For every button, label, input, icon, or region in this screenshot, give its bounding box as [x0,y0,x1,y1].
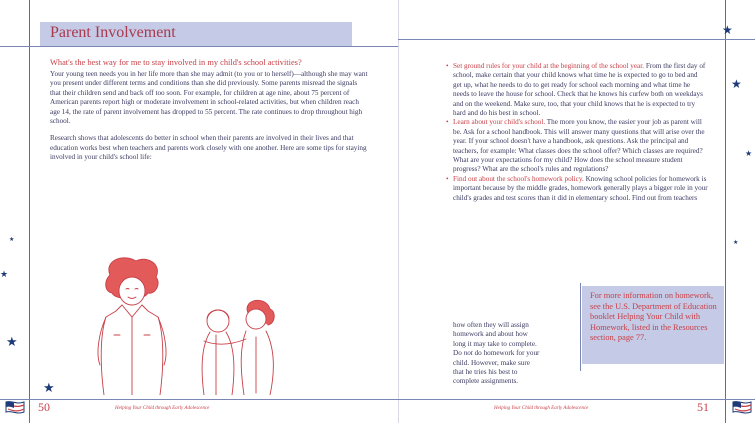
homework-callout: For more information on homework, see the U.S. Department of Education booklet Helping Your Child with Homework, listed in the Resources section, page 77. [582,286,724,364]
parent-and-children-illustration [70,255,300,395]
star-icon: ★ [9,236,15,243]
star-icon: ★ [733,239,739,246]
left-bottom-rule [0,399,398,400]
flag-icon [731,400,753,416]
tips-list [446,62,708,203]
emphasis: not [463,349,473,358]
left-page-number: 50 [38,400,50,414]
callout-rule [580,283,581,371]
star-icon: ★ [43,381,55,396]
page-title: Parent Involvement [50,24,176,41]
list-item [446,175,708,203]
tip-lead: Find out about the school's homework policy. [453,174,584,183]
tip-body: From the first day of school, make certain that your child knows what time he is expected to go to bed and get up, what he needs to do to get ready for school each morning and what time he needs to leave the house for school. Check that he knows his curfew both on weekdays and on the weekend. Make sure, too, that your child knows that he is expected to try hard and do his best in school. [453,62,706,118]
right-page-number: 51 [697,400,709,414]
star-icon: ★ [745,149,753,158]
right-column [446,62,708,203]
tip-lead: Learn about your child's school. [453,118,546,127]
continuation-line: homework and about how [453,330,528,339]
research-paragraph: Research shows that adolescents do better in school when their parents are involved in their lives and that education works best when teachers and parents work closely with one another. Here are some tips for staying involved in your child's school life: [50,134,367,162]
intro-paragraph: Your young teen needs you in her life more than she may admit (to you or to herself)—although she may want you present under different terms and conditions than she did previously. Some parents misread the signals that their children send and back off too soon. For example, for children at age nine, about 75 percent of American parents report high or moderate involvement in school-related activities, but when children reach age 14, the rate of parent involvement has dropped to 55 percent. The rate continues to drop throughout high school. [50,70,368,126]
continuation-line: that he tries his best to [453,368,518,377]
left-top-rule [0,46,398,47]
gutter-line [398,0,399,423]
star-icon: ★ [0,270,9,280]
right-margin-line [725,0,726,423]
list-item [446,118,708,174]
left-footer: Helping Your Child through Early Adolescence [115,406,210,411]
star-icon: ★ [722,23,733,37]
tip-body: Knowing school policies for homework is important because by the middle grades, homework generally plays a bigger role in your child's grades and test scores than it did in elementary school. Find out from teachers [453,174,708,202]
right-top-rule [398,39,755,40]
flag-icon [4,400,26,416]
left-margin-line [29,0,30,423]
continuation-line: long it may take to complete. [453,339,537,348]
right-footer: Helping Your Child through Early Adolescence [494,406,589,411]
text-fragment: Do [453,349,464,358]
left-column [50,58,368,171]
tip-continuation [453,321,578,387]
list-item [446,62,708,118]
star-icon: ★ [731,77,742,91]
continuation-line: child. However, make sure [453,358,530,367]
text-fragment: do homework for your [472,349,540,358]
tip-lead: Set ground rules for your child at the beginning of the school year. [453,62,645,70]
continuation-line: complete assignments. [453,377,519,386]
continuation-line: how often they will assign [453,321,529,329]
star-icon: ★ [6,335,18,350]
tip-body: The more you know, the easier your job as parent will be. Ask for a school handbook. This will answer many questions that will arise over the year. If your school doesn't have a handbook, ask questions. Ask the principal and teachers, for example: What classes does the school offer? Which classes are required? What are your expectations for my child? How does the school measure student progress? What are the school's rules and regulations? [453,118,705,174]
continuation-line [453,349,578,358]
question-heading: What's the best way for me to stay involved in my child's school activities? [50,58,302,67]
